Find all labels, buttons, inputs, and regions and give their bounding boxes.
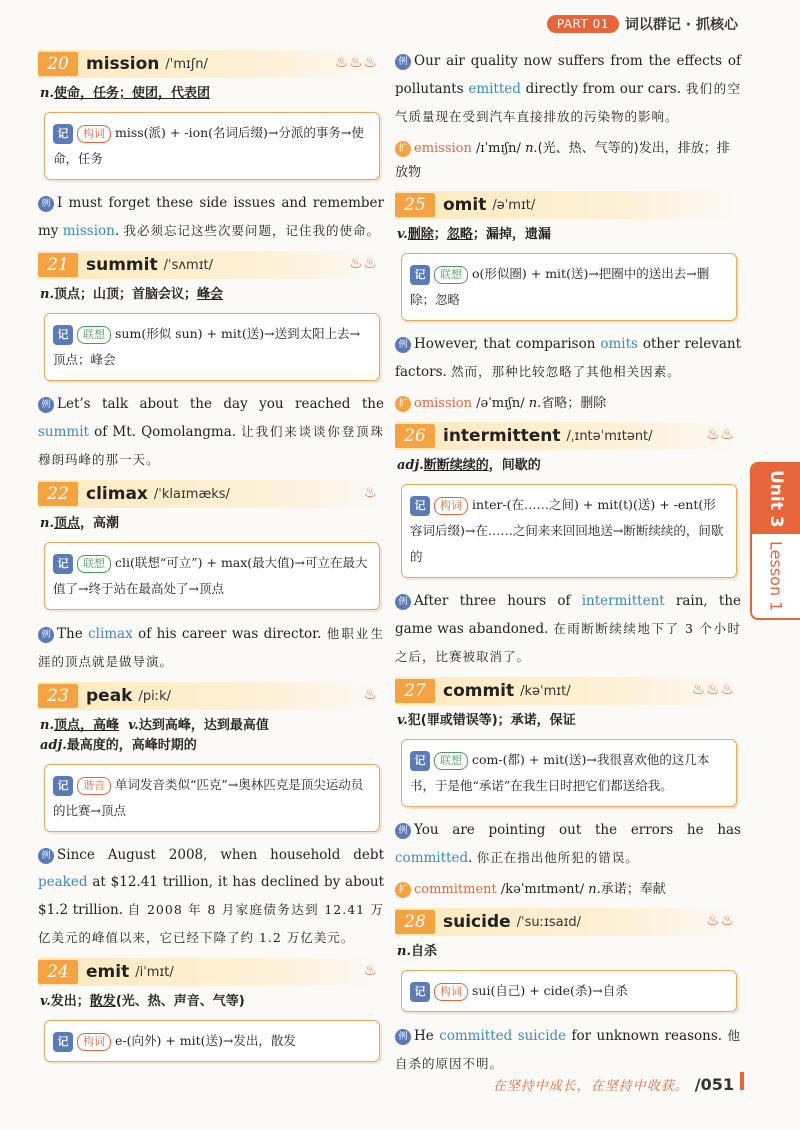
meaning: 达到高峰，达到最高值 [138, 718, 269, 733]
memo-text: com-(都) + mit(送)→我很喜欢他的这几本书，于是他“承诺”在我生日时把它们都送给我。 [410, 752, 710, 793]
example-translation: 我们的空气质量现在受到汽车直接排放的污染物的影响。 [395, 81, 741, 124]
derived-meaning: (光、热、气等的)发出，排放；排放物 [395, 141, 730, 180]
definition [40, 514, 384, 534]
memo-icon: 记 [410, 751, 430, 771]
example-text: . [114, 223, 124, 239]
headword: peak [86, 686, 133, 706]
example-icon: 例 [395, 337, 411, 353]
memo-tag: 联想 [434, 266, 468, 284]
entry-summit [38, 251, 384, 474]
example-translation: 自 2008 年 8 月家庭债务达到 12.41 万亿美元的峰值以来，它已经下降了约 1.2 万亿美元。 [38, 902, 385, 945]
entry-mission [38, 50, 384, 245]
example-text: rain, the game was abandoned. [395, 593, 742, 637]
unit-label: Unit 3 [752, 464, 800, 534]
headword: emit [86, 962, 130, 982]
entry-suicide [395, 908, 741, 1078]
part-of-speech: n. [588, 882, 601, 897]
lesson-label: Lesson 1 [766, 540, 786, 612]
memo-tag: 构词 [77, 125, 111, 143]
page-footer [493, 1072, 744, 1094]
word-number: 22 [38, 482, 78, 506]
meaning-underlined: 峰会 [197, 287, 224, 302]
entry-omit [395, 191, 741, 416]
example-sentence [38, 842, 384, 952]
memo-tag: 联想 [77, 326, 111, 344]
derived-meaning: 承诺；奉献 [600, 882, 666, 897]
memo-icon: 记 [53, 776, 73, 796]
example-sentence [395, 588, 741, 671]
part-of-speech: n. [397, 944, 411, 959]
example-text: other relevant factors. [395, 336, 741, 380]
derive-icon: 扩 [395, 882, 411, 898]
memo-text: miss(派) + -ion(名词后缀)→分派的事务→使命，任务 [53, 125, 364, 166]
derived-word [395, 392, 741, 416]
phonetic: /ˈklaɪmæks/ [153, 486, 230, 502]
example-text: I must forget these side issues and remember my [38, 195, 384, 239]
meaning: 犯(罪或错误等)；承诺，保证 [407, 713, 576, 728]
memory-tip [44, 313, 380, 381]
headword: omit [443, 195, 487, 215]
word-bar [38, 50, 384, 78]
part-of-speech: n. [40, 516, 54, 531]
word-number: 25 [395, 193, 435, 217]
example-icon: 例 [38, 397, 54, 413]
memory-tip [401, 739, 737, 807]
example-highlight: committed suicide [439, 1028, 567, 1044]
meaning: ；漏掉，遗漏 [472, 227, 551, 242]
meaning: ，高潮 [80, 516, 120, 531]
memo-text: cli(联想“可立”) + max(最大值)→可立在最大值了→终于站在最高处了→顶点 [53, 555, 368, 596]
memory-tip [401, 253, 737, 321]
meaning-underlined: 散发 [89, 994, 116, 1009]
word-number: 26 [395, 424, 435, 448]
example-sentence [395, 48, 741, 131]
frequency-flame-icon: ♨ [363, 685, 378, 703]
example-highlight: emitted [468, 81, 521, 97]
example-icon: 例 [395, 823, 411, 839]
derived-phonetic: /ɪˈmɪʃn/ [476, 141, 521, 156]
example-sentence [38, 190, 384, 245]
word-bar [38, 251, 384, 279]
phonetic: /əˈmɪt/ [492, 197, 536, 213]
derive-icon: 扩 [395, 396, 411, 412]
phonetic: /ˌɪntəˈmɪtənt/ [566, 428, 653, 444]
frequency-flame-icon: ♨♨ [706, 911, 735, 929]
meaning: 顶点；山顶；首脑会议； [53, 287, 197, 302]
memory-tip [401, 484, 737, 578]
meaning-underlined: 删除 [407, 227, 434, 242]
word-bar [395, 422, 741, 450]
definition [40, 716, 384, 756]
memory-tip [44, 542, 380, 610]
example-translation: 然而，那种比较忽略了其他相关因素。 [451, 364, 681, 379]
meaning-underlined: 忽略 [446, 227, 473, 242]
memo-tag: 联想 [77, 555, 111, 573]
unit-lesson-tab [750, 462, 800, 620]
memo-icon: 记 [410, 496, 430, 516]
example-highlight: mission [62, 223, 115, 239]
example-translation: 他自杀的原因不明。 [395, 1028, 741, 1071]
example-sentence [395, 817, 741, 872]
memo-text: sui(自己) + cide(杀)→自杀 [472, 983, 628, 998]
frequency-flame-icon: ♨♨♨ [691, 680, 735, 698]
frequency-flame-icon: ♨ [363, 483, 378, 501]
example-text: . [468, 850, 477, 866]
example-text: of Mt. Qomolangma. [88, 424, 242, 440]
word-bar [395, 677, 741, 705]
meaning-underlined: 顶点，高峰 [53, 718, 119, 733]
part-of-speech: adj. [40, 738, 67, 753]
footer-motto: 在坚持中成长，在坚持中收获。 [492, 1079, 689, 1094]
right-column [395, 46, 741, 1084]
example-sentence [395, 1022, 741, 1078]
example-icon: 例 [395, 54, 411, 70]
memory-tip [44, 112, 380, 180]
word-number: 28 [395, 910, 435, 934]
definition [397, 942, 741, 962]
meaning: 最高度的，高峰时期的 [66, 738, 197, 753]
derived-word [395, 878, 741, 902]
part-of-speech: v. [128, 718, 139, 733]
memo-tag: 构词 [434, 497, 468, 515]
example-icon: 例 [38, 848, 54, 864]
page-number: /051 [694, 1075, 734, 1094]
example-text: at $12.41 trillion, it has declined by about $1.2 trillion. [38, 874, 384, 918]
example-sentence [395, 331, 741, 386]
part-of-speech: v. [397, 227, 408, 242]
derived-headword: emission [414, 141, 472, 156]
meaning: (光、热、声音、气等) [115, 994, 245, 1009]
entry-peak [38, 682, 384, 952]
derive-icon: 扩 [395, 141, 411, 157]
entry-intermittent [395, 422, 741, 671]
phonetic: /piːk/ [138, 688, 172, 704]
memo-tag: 构词 [434, 983, 468, 1001]
example-highlight: summit [38, 424, 89, 440]
part-label: PART 01 [547, 15, 619, 33]
part-header [547, 14, 738, 34]
example-highlight: climax [88, 626, 133, 642]
example-highlight: committed [395, 850, 469, 866]
example-text: for unknown reasons. [566, 1028, 728, 1044]
phonetic: /ˈsʌmɪt/ [163, 257, 214, 273]
entry-emit [38, 958, 384, 1062]
part-of-speech: n. [40, 718, 54, 733]
example-text: of his career was director. [132, 626, 327, 642]
example-icon: 例 [38, 627, 54, 643]
headword: mission [86, 54, 160, 74]
definition [40, 285, 384, 305]
memo-text: e-(向外) + mit(送)→发出，散发 [115, 1033, 296, 1048]
derived-phonetic: /əˈmɪʃn/ [476, 396, 525, 411]
derived-headword: omission [414, 396, 473, 411]
word-bar [395, 908, 741, 936]
definition [397, 711, 741, 731]
memory-tip [401, 970, 737, 1012]
example-sentence [38, 620, 384, 676]
definition [40, 84, 384, 104]
example-translation: 我必须忘记这些次要问题，记住我的使命。 [123, 223, 380, 238]
example-icon: 例 [395, 594, 411, 610]
example-text: He [414, 1028, 440, 1044]
frequency-flame-icon: ♨ [363, 961, 378, 979]
part-of-speech: n. [40, 287, 54, 302]
headword: commit [443, 681, 515, 701]
frequency-flame-icon: ♨♨ [349, 254, 378, 272]
example-translation: 让我们来谈谈你登顶珠穆朗玛峰的那一天。 [38, 424, 384, 467]
headword: suicide [443, 912, 511, 932]
example-text: Our air quality now suffers from the effects of pollutants [395, 53, 741, 97]
word-bar [38, 958, 384, 986]
example-highlight: omits [600, 336, 638, 352]
part-title: 词以群记 · 抓核心 [624, 17, 738, 33]
example-text: The [57, 626, 89, 642]
headword: intermittent [443, 426, 561, 446]
memory-tip [44, 1020, 380, 1062]
phonetic: /ˈsuːɪsaɪd/ [516, 914, 582, 930]
derived-meaning: 省略；删除 [541, 396, 607, 411]
phonetic: /kəˈmɪt/ [520, 683, 571, 699]
word-bar [395, 191, 741, 219]
entry-climax [38, 480, 384, 676]
definition [397, 225, 741, 245]
example-text: directly from our cars. [520, 81, 686, 97]
part-of-speech: n. [40, 86, 54, 101]
example-highlight: intermittent [581, 593, 665, 609]
phonetic: /ˈmɪʃn/ [165, 56, 208, 72]
part-of-speech: adj. [397, 458, 424, 473]
definition [397, 456, 741, 476]
part-of-speech: v. [397, 713, 408, 728]
word-number: 20 [38, 52, 78, 76]
example-icon: 例 [395, 1029, 411, 1045]
headword: climax [86, 484, 148, 504]
example-text: Let’s talk about the day you reached the [57, 396, 384, 412]
example-translation: 他职业生涯的顶点就是做导演。 [38, 626, 384, 669]
meaning: ； [433, 227, 447, 242]
word-number: 24 [38, 960, 78, 984]
example-highlight: peaked [38, 874, 88, 890]
memo-tag: 构词 [77, 1033, 111, 1051]
word-number: 27 [395, 679, 435, 703]
memo-icon: 记 [410, 265, 430, 285]
memo-icon: 记 [53, 554, 73, 574]
word-number: 23 [38, 684, 78, 708]
meaning: 发出； [50, 994, 90, 1009]
memo-icon: 记 [53, 1032, 73, 1052]
phonetic: /iˈmɪt/ [135, 964, 174, 980]
memo-tag: 谐音 [77, 777, 111, 795]
memory-tip [44, 764, 380, 832]
word-bar [38, 480, 384, 508]
example-text: Since August 2008, when household debt [57, 847, 384, 863]
meaning-underlined: 顶点 [53, 516, 80, 531]
example-icon: 例 [38, 196, 54, 212]
part-of-speech: n. [528, 396, 542, 411]
word-bar [38, 682, 384, 710]
example-text: After three hours of [414, 593, 582, 609]
memo-icon: 记 [410, 982, 430, 1002]
meaning: 使命，任务；使团，代表团 [53, 86, 210, 101]
definition [40, 992, 384, 1012]
left-column [38, 46, 384, 1072]
derived-phonetic: /kəˈmɪtmənt/ [500, 882, 585, 897]
example-text: However, that comparison [414, 336, 601, 352]
meaning: 自杀 [410, 944, 437, 959]
word-number: 21 [38, 253, 78, 277]
derived-word [395, 137, 741, 185]
memo-text: inter-(在……之间) + mit(t)(送) + -ent(形容词后缀)→在……之间来来回回地送→断断续续的，间歇的 [410, 497, 724, 564]
memo-text: sum(形似 sun) + mit(送)→送到太阳上去→顶点；峰会 [53, 326, 361, 367]
example-translation: 你正在指出他所犯的错误。 [476, 850, 639, 865]
headword: summit [86, 255, 158, 275]
meaning: ，间歇的 [488, 458, 541, 473]
example-text: You are pointing out the errors he has [414, 822, 741, 838]
page-number-bar [740, 1072, 744, 1090]
derived-headword: commitment [414, 882, 497, 897]
frequency-flame-icon: ♨♨ [706, 425, 735, 443]
memo-text: 单词发音类似“匹克”→奥林匹克是顶尖运动员的比赛→顶点 [53, 777, 364, 818]
example-translation: 在雨断断续续地下了 3 个小时之后，比赛被取消了。 [395, 621, 741, 664]
example-sentence [38, 391, 384, 474]
frequency-flame-icon: ♨♨♨ [334, 53, 378, 71]
part-of-speech: n. [525, 141, 538, 156]
memo-tag: 联想 [434, 752, 468, 770]
memo-text: o(形似圈) + mit(送)→把圈中的送出去→删除；忽略 [410, 266, 710, 307]
entry-commit [395, 677, 741, 902]
memo-icon: 记 [53, 124, 73, 144]
memo-icon: 记 [53, 325, 73, 345]
meaning-underlined: 断断续续的 [423, 458, 489, 473]
part-of-speech: v. [40, 994, 51, 1009]
